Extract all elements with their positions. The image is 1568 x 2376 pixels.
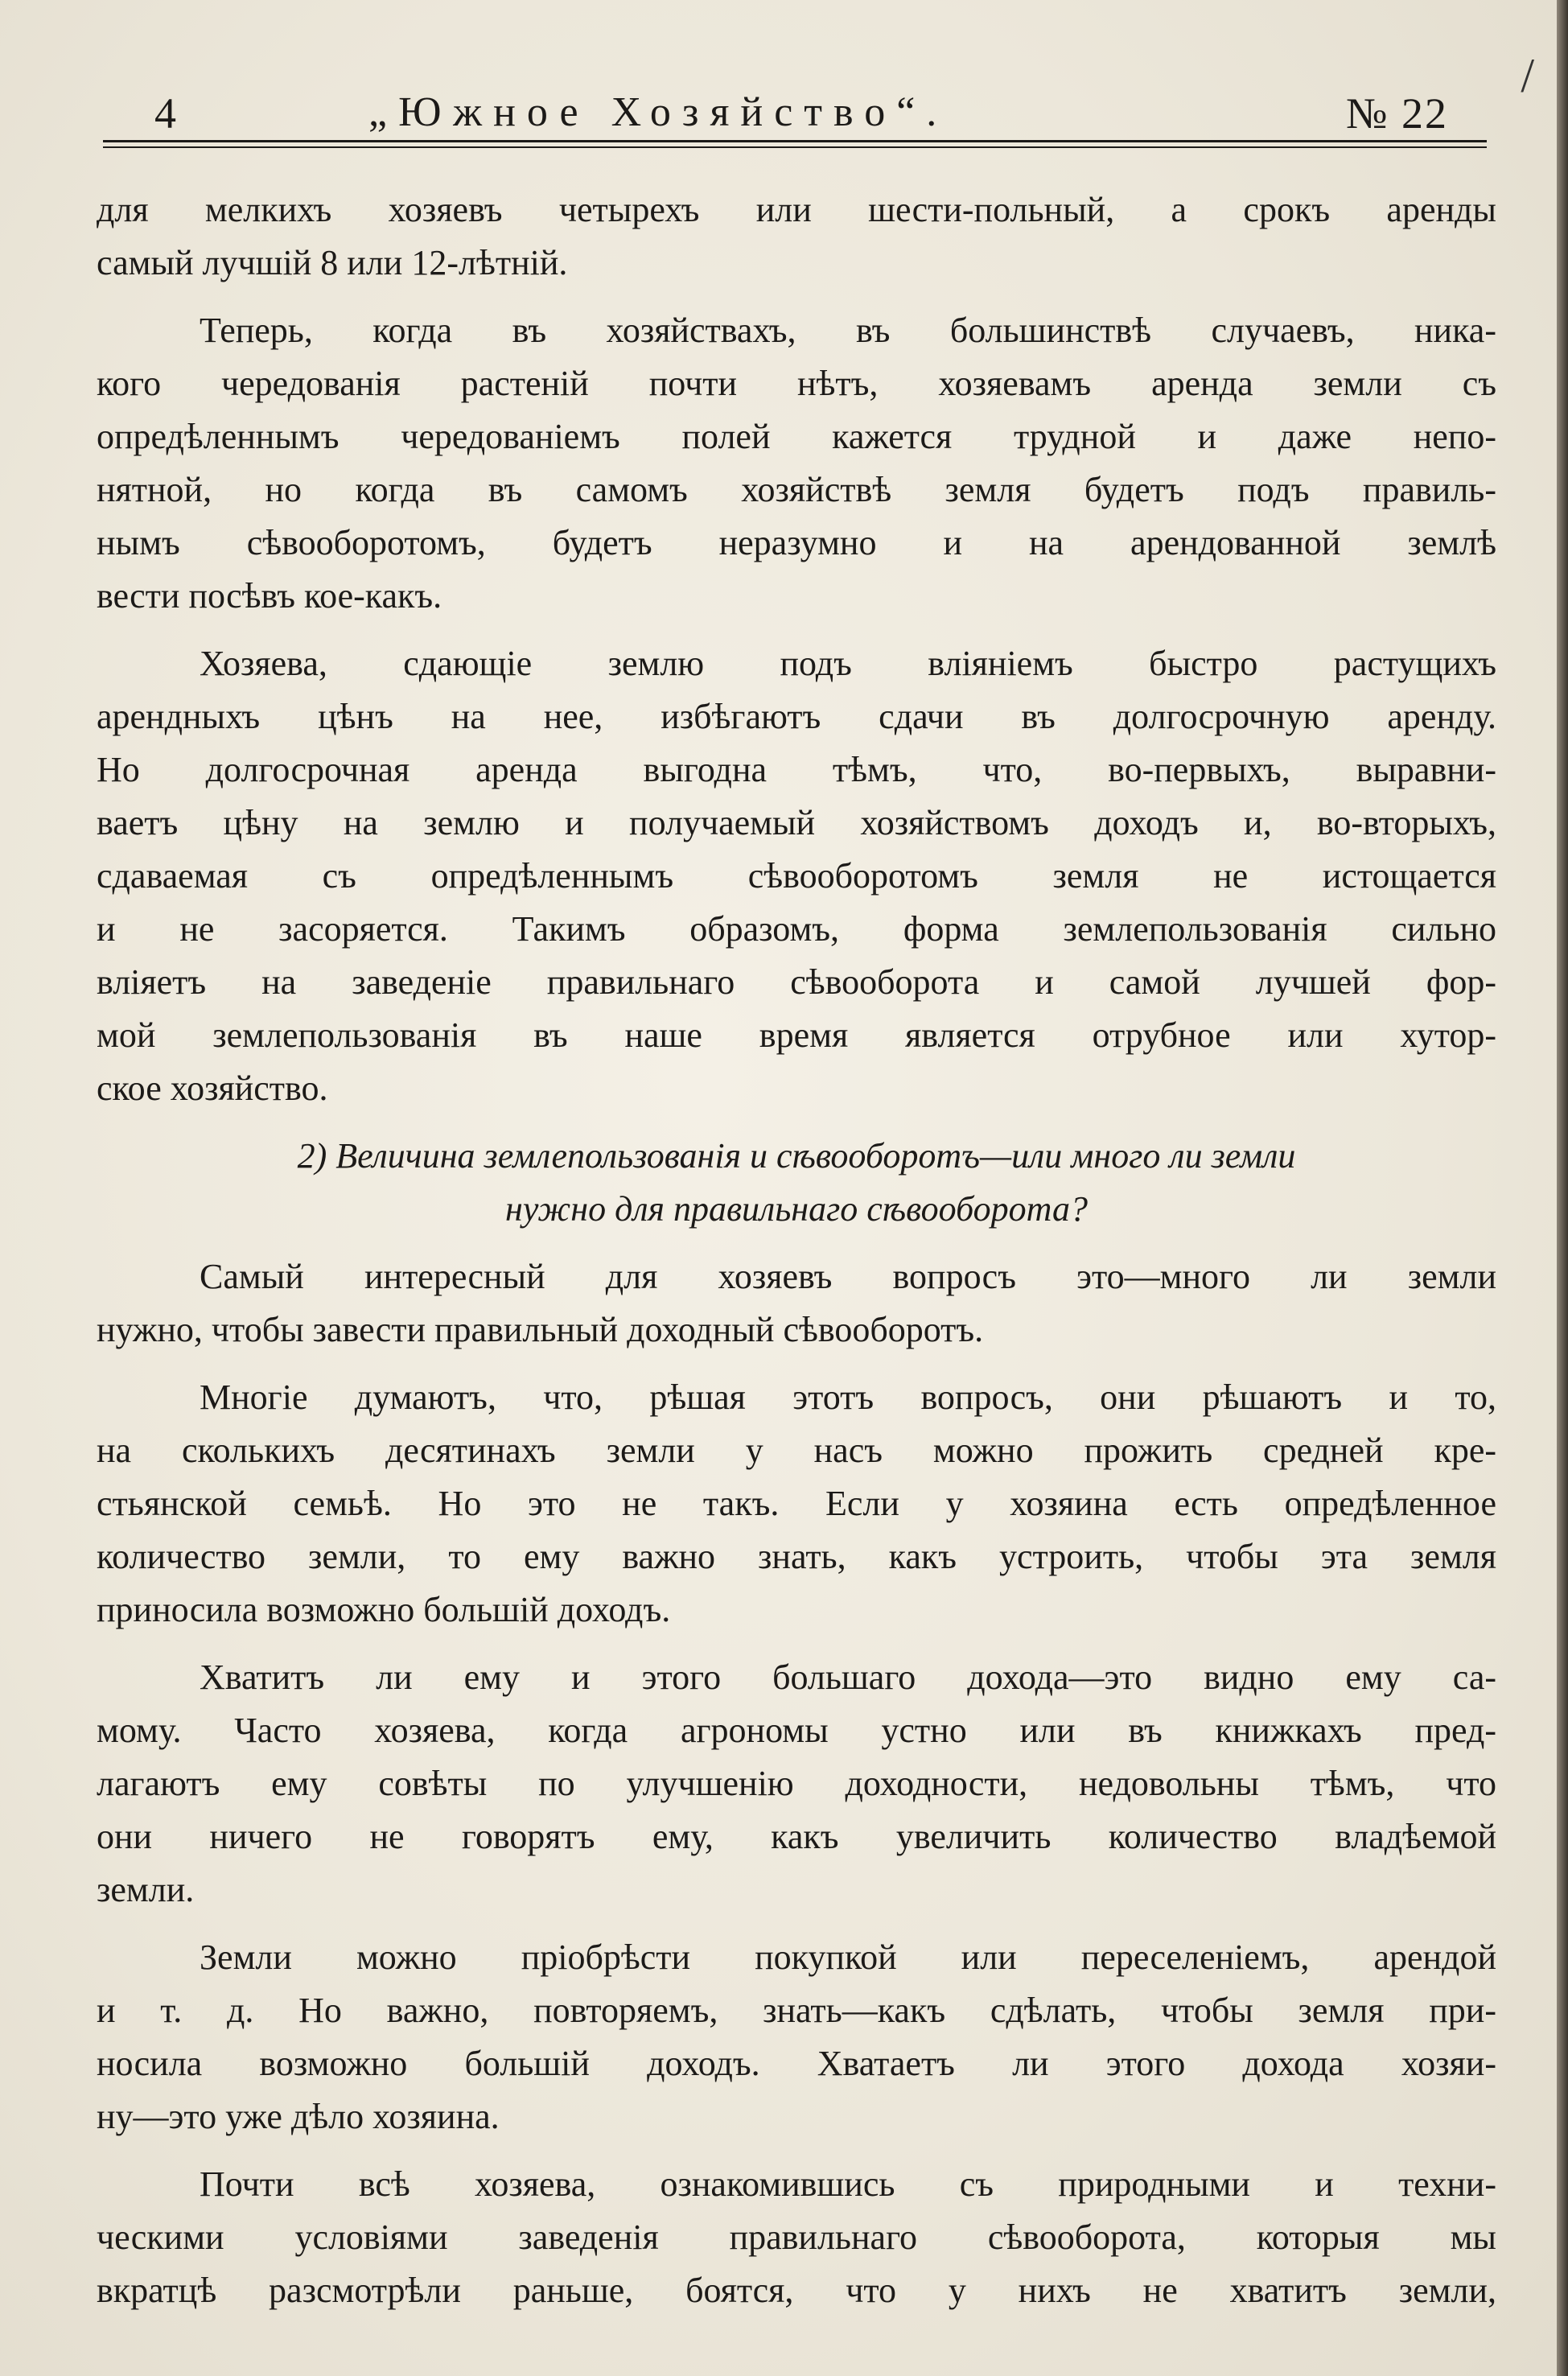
heading-line: нужно для правильнаго сѣвооборота? <box>505 1189 1088 1229</box>
text-line: на сколькихъ десятинахъ земли у насъ можно прожить средней кре- <box>97 1431 1496 1470</box>
paragraph <box>97 1651 1496 1917</box>
text-line: ческими условіями заведенія правильнаго сѣвооборота, которыя мы <box>97 2217 1496 2257</box>
text-line: Хватитъ ли ему и этого большаго дохода—это видно ему са- <box>200 1657 1496 1697</box>
text-line: арендныхъ цѣнъ на нее, избѣгаютъ сдачи въ долгосрочную аренду. <box>97 697 1496 736</box>
section-heading <box>97 1130 1496 1236</box>
issue-number: № 22 <box>1345 89 1448 138</box>
paragraph <box>97 1371 1496 1637</box>
text-line: приносила возможно большій доходъ. <box>97 1590 671 1629</box>
journal-title: „Южное Хозяйство“. <box>368 89 949 135</box>
header-rule-thin <box>103 146 1487 148</box>
text-line: Хозяева, сдающіе землю подъ вліяніемъ быстро растущихъ <box>200 644 1496 683</box>
paragraph <box>97 1250 1496 1357</box>
paragraph <box>97 183 1496 290</box>
text-line: и не засоряется. Такимъ образомъ, форма землепользованія сильно <box>97 909 1496 949</box>
heading-line: 2) Величина землепользованія и сѣвооборотъ—или много ли земли <box>297 1136 1296 1176</box>
paragraph <box>97 1931 1496 2143</box>
text-line: Теперь, когда въ хозяйствахъ, въ большинствѣ случаевъ, ника- <box>200 311 1496 350</box>
text-line: вкратцѣ разсмотрѣли раньше, боятся, что у нихъ не хватитъ земли, <box>97 2271 1496 2310</box>
text-line: земли. <box>97 1870 195 1909</box>
text-line: ваетъ цѣну на землю и получаемый хозяйствомъ доходъ и, во-вторыхъ, <box>97 803 1496 842</box>
text-line: нымъ сѣвооборотомъ, будетъ неразумно и на арендованной землѣ <box>97 523 1496 562</box>
text-line: вести посѣвъ кое-какъ. <box>97 576 442 616</box>
header-rule <box>103 140 1487 142</box>
text-line: количество земли, то ему важно знать, какъ устроить, чтобы эта земля <box>97 1537 1496 1576</box>
paragraph <box>97 637 1496 1115</box>
text-line: ну—это уже дѣло хозяина. <box>97 2097 500 2136</box>
text-line: Многіе думаютъ, что, рѣшая этотъ вопросъ, они рѣшаютъ и то, <box>200 1377 1496 1417</box>
text-line: сдаваемая съ опредѣленнымъ сѣвооборотомъ земля не истощается <box>97 856 1496 896</box>
text-line: Земли можно пріобрѣсти покупкой или переселеніемъ, арендой <box>200 1937 1496 1977</box>
paragraph <box>97 2158 1496 2317</box>
margin-pencil-mark: / <box>1521 49 1534 102</box>
text-line: опредѣленнымъ чередованіемъ полей кажется трудной и даже непо- <box>97 417 1496 456</box>
page-edge-shadow <box>1557 0 1568 2376</box>
text-line: Почти всѣ хозяева, ознакомившись съ природными и техни- <box>200 2164 1496 2204</box>
text-line: и т. д. Но важно, повторяемъ, знать—какъ сдѣлать, чтобы земля при- <box>97 1991 1496 2030</box>
text-line: мой землепользованія въ наше время является отрубное или хутор- <box>97 1015 1496 1055</box>
text-line: Самый интересный для хозяевъ вопросъ это—много ли земли <box>200 1257 1496 1296</box>
article-body <box>97 183 1496 2332</box>
text-line: носила возможно большій доходъ. Хватаетъ ли этого дохода хозяи- <box>97 2044 1496 2083</box>
text-line: вліяетъ на заведеніе правильнаго сѣвооборота и самой лучшей фор- <box>97 962 1496 1002</box>
text-line: стьянской семьѣ. Но это не такъ. Если у хозяина есть опредѣленное <box>97 1484 1496 1523</box>
text-line: самый лучшій 8 или 12-лѣтній. <box>97 243 568 282</box>
text-line: лагаютъ ему совѣты по улучшенію доходности, недовольны тѣмъ, что <box>97 1764 1496 1803</box>
text-line: Но долгосрочная аренда выгодна тѣмъ, что, во-первыхъ, выравни- <box>97 750 1496 789</box>
text-line: они ничего не говорятъ ему, какъ увеличить количество владѣемой <box>97 1817 1496 1856</box>
text-line: мому. Часто хозяева, когда агрономы устно или въ книжкахъ пред- <box>97 1711 1496 1750</box>
page-number: 4 <box>154 89 176 138</box>
text-line: кого чередованія растеній почти нѣтъ, хозяевамъ аренда земли съ <box>97 364 1496 403</box>
text-line: нужно, чтобы завести правильный доходный сѣвооборотъ. <box>97 1310 984 1349</box>
paragraph <box>97 304 1496 623</box>
text-line: нятной, но когда въ самомъ хозяйствѣ земля будетъ подъ правиль- <box>97 470 1496 509</box>
text-line: для мелкихъ хозяевъ четырехъ или шести-польный, а срокъ аренды <box>97 190 1496 229</box>
text-line: ское хозяйство. <box>97 1069 328 1108</box>
page-header <box>103 74 1448 146</box>
